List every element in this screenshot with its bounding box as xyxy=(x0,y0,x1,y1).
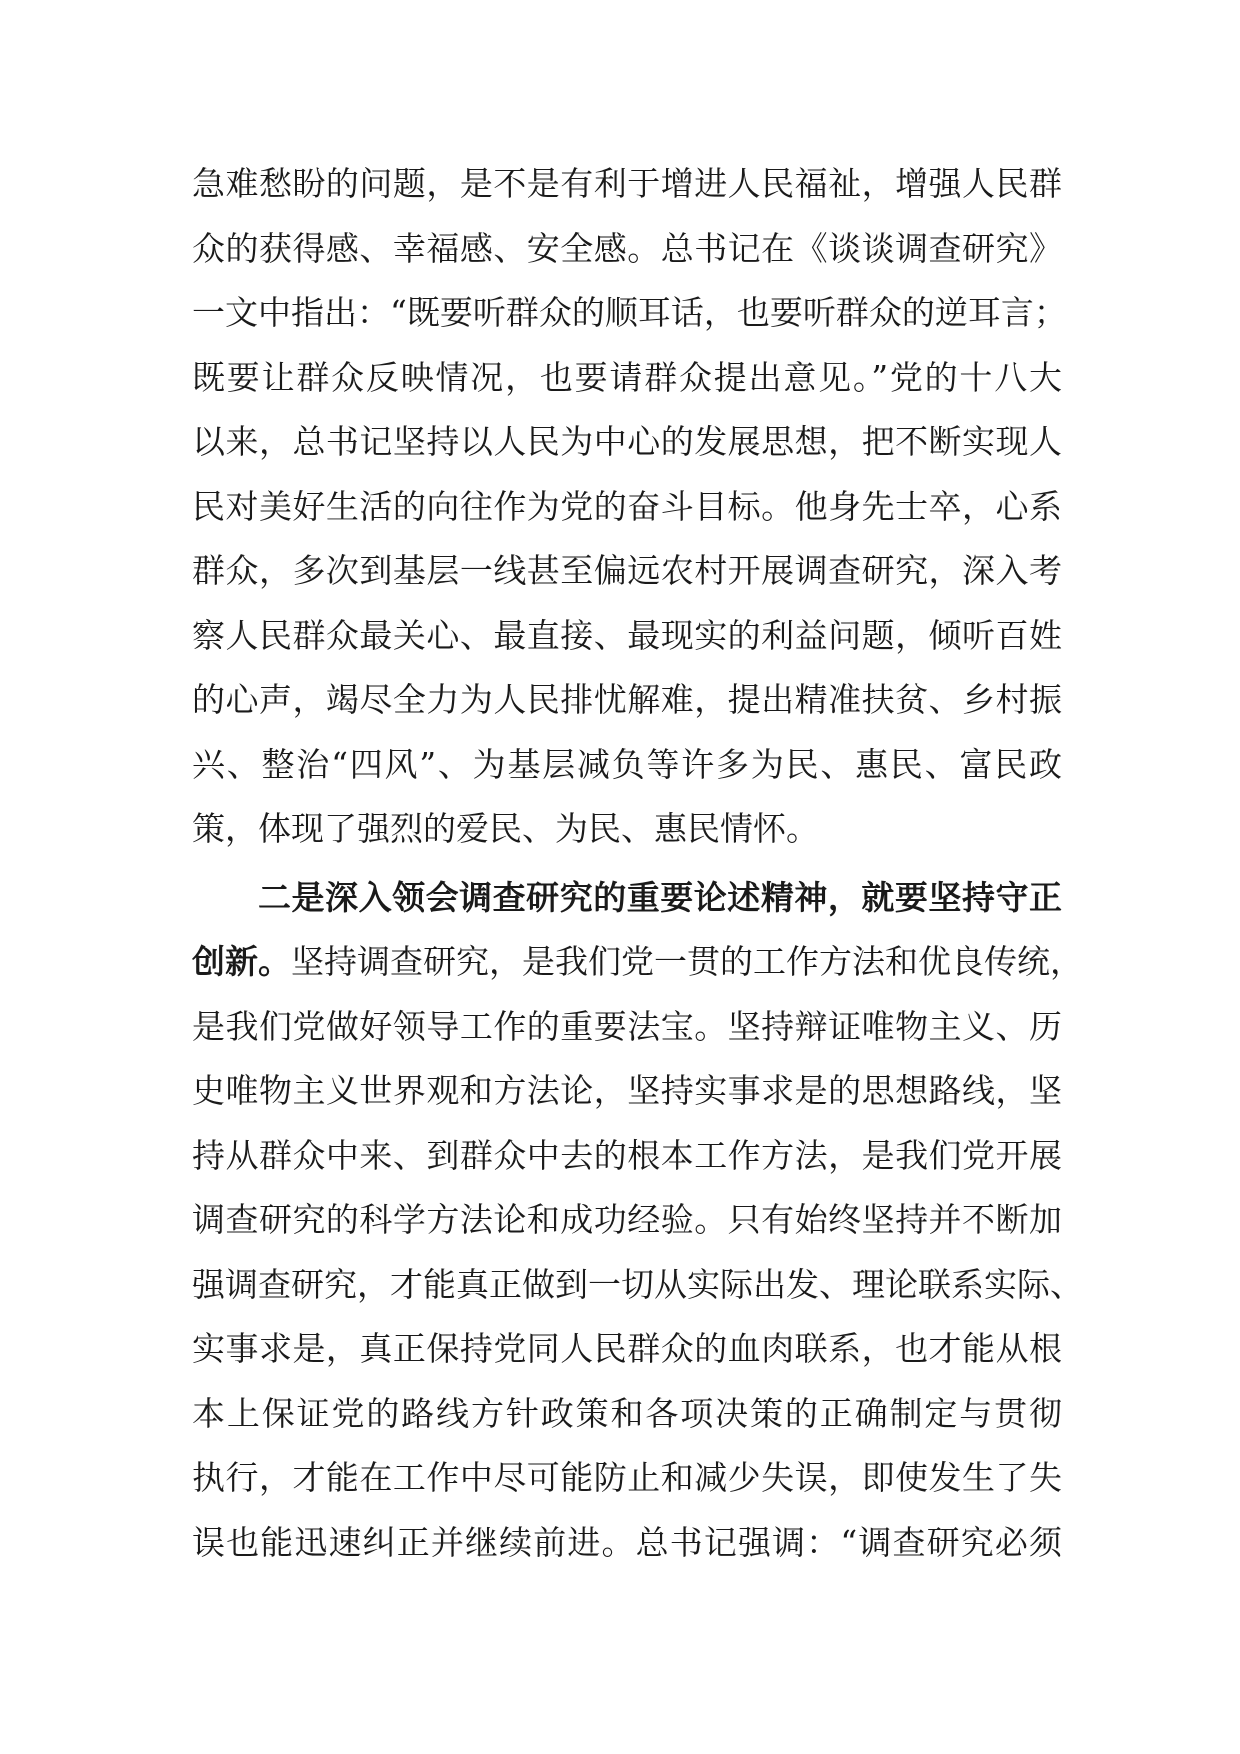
text-line: 以来，总书记坚持以人民为中心的发展思想，把不断实现人 xyxy=(192,422,1062,461)
text-line: 调查研究的科学方法论和成功经验。只有始终坚持并不断加 xyxy=(192,1200,1062,1239)
text-line: 一文中指出：“既要听群众的顺耳话，也要听群众的逆耳言； xyxy=(192,293,1067,332)
paragraph-2 xyxy=(192,866,1083,1576)
text-line: 本上保证党的路线方针政策和各项决策的正确制定与贯彻 xyxy=(192,1393,1062,1433)
section-heading-end: 创新。 xyxy=(192,942,291,981)
text-line: 策，体现了强烈的爱民、为民、惠民情怀。 xyxy=(192,809,819,848)
paragraph-1 xyxy=(192,152,1067,862)
text-line xyxy=(192,930,1083,995)
text-line: 的心声，竭尽全力为人民排忧解难，提出精准扶贫、乡村振 xyxy=(192,680,1062,719)
text-line: 误也能迅速纠正并继续前进。总书记强调：“调查研究必须 xyxy=(192,1522,1062,1562)
text-line: 兴、整治“四风”、为基层减负等许多为民、惠民、富民政 xyxy=(192,744,1062,784)
document-body xyxy=(192,152,1083,1575)
text-line: 史唯物主义世界观和方法论，坚持实事求是的思想路线，坚 xyxy=(192,1071,1062,1110)
text-line: 实事求是，真正保持党同人民群众的血肉联系，也才能从根 xyxy=(192,1329,1062,1368)
text-line: 执行，才能在工作中尽可能防止和减少失误，即使发生了失 xyxy=(192,1458,1062,1497)
section-heading: 二是深入领会调查研究的重要论述精神，就要坚持守正 xyxy=(258,877,1062,917)
text-line: 察人民群众最关心、最直接、最现实的利益问题，倾听百姓 xyxy=(192,615,1062,655)
text-line: 群众，多次到基层一线甚至偏远农村开展调查研究，深入考 xyxy=(192,551,1062,590)
text-line: 既要让群众反映情况，也要请群众提出意见。”党的十八大 xyxy=(192,357,1062,397)
text-line: 是我们党做好领导工作的重要法宝。坚持辩证唯物主义、历 xyxy=(192,1006,1062,1046)
text-line: 强调查研究，才能真正做到一切从实际出发、理论联系实际、 xyxy=(192,1264,1083,1304)
text-line-rest: 坚持调查研究，是我们党一贯的工作方法和优良传统， xyxy=(291,942,1083,981)
text-line: 持从群众中来、到群众中去的根本工作方法，是我们党开展 xyxy=(192,1135,1062,1175)
text-line: 众的获得感、幸福感、安全感。总书记在《谈谈调查研究》 xyxy=(192,228,1062,268)
text-line: 民对美好生活的向往作为党的奋斗目标。他身先士卒，心系 xyxy=(192,486,1062,526)
text-line: 急难愁盼的问题，是不是有利于增进人民福祉，增强人民群 xyxy=(192,164,1062,203)
